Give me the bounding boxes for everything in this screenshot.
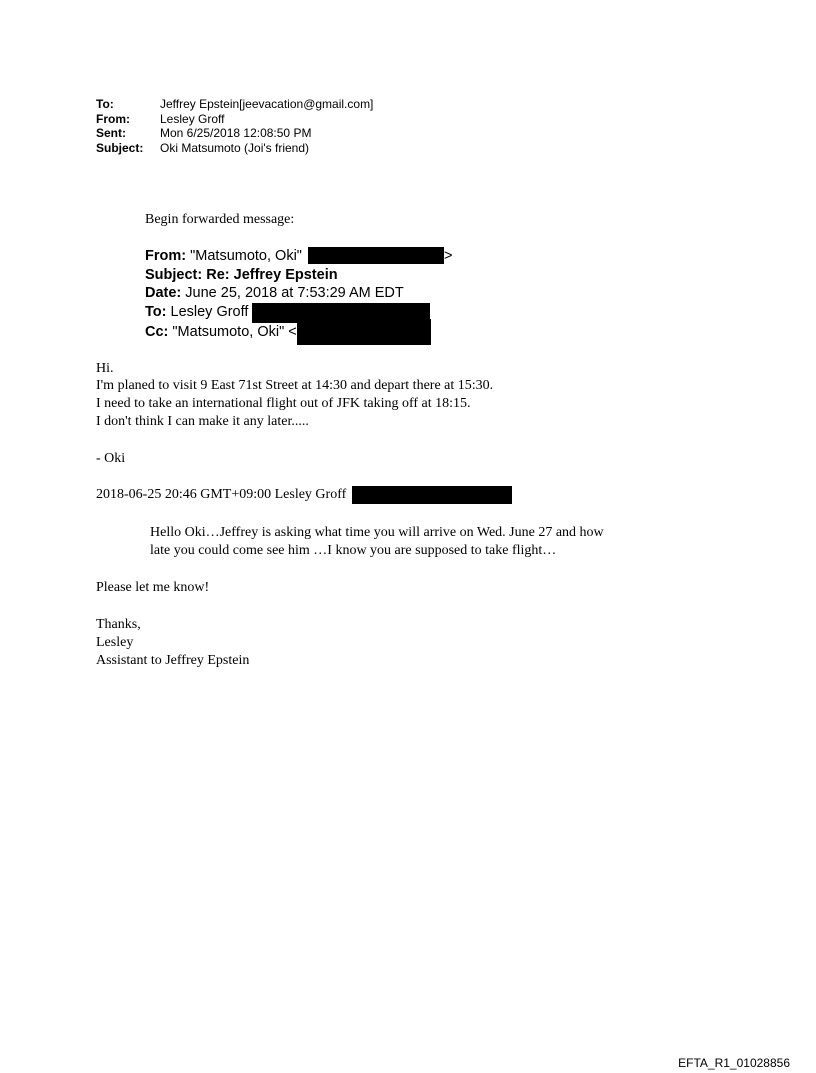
header-to-row (96, 97, 373, 112)
fwd-cc-value: "Matsumoto, Oki" < (172, 323, 297, 340)
fwd-subject-row (145, 266, 452, 285)
fwd-cc-label: Cc: (145, 323, 169, 340)
fwd-to-label: To: (145, 303, 167, 320)
redaction-bar (352, 486, 512, 504)
reply-greeting: Hi. (96, 361, 114, 376)
header-sent-label: Sent: (96, 126, 126, 140)
header-from-label: From: (96, 111, 130, 126)
redaction-bar (308, 247, 444, 264)
header-subject-row (96, 141, 373, 156)
header-from-row (96, 112, 373, 127)
forwarded-intro: Begin forwarded message: (145, 212, 295, 227)
header-to-label: To: (96, 97, 114, 111)
reply-line-3: I don't think I can make it any later..... (96, 414, 309, 429)
fwd-date-row (145, 284, 452, 303)
fwd-subject-value: Re: Jeffrey Epstein (206, 266, 338, 283)
header-to-value: Jeffrey Epstein[jeevacation@gmail.com] (160, 97, 374, 111)
closing-title: Assistant to Jeffrey Epstein (96, 653, 250, 668)
document-id: EFTA_R1_01028856 (678, 1056, 790, 1070)
closing-thanks: Thanks, (96, 617, 141, 632)
quoted-line-2: late you could come see him …I know you are supposed to take flight… (150, 543, 557, 558)
redaction-bar (297, 319, 431, 345)
closing-request: Please let me know! (96, 580, 210, 595)
header-sent-value: Mon 6/25/2018 12:08:50 PM (160, 126, 312, 140)
fwd-from-value: "Matsumoto, Oki" (190, 248, 302, 264)
header-subject-label: Subject: (96, 140, 144, 155)
fwd-from-tail: > (443, 248, 453, 264)
quoted-attribution (96, 486, 512, 505)
email-header (96, 97, 373, 155)
reply-line-1: I'm planed to visit 9 East 71st Street at 14:30 and depart there at 15:30. (96, 378, 494, 393)
reply-signoff: - Oki (96, 451, 126, 466)
quoted-attribution-text: 2018-06-25 20:46 GMT+09:00 Lesley Groff (96, 487, 347, 502)
quoted-line-1: Hello Oki…Jeffrey is asking what time you will arrive on Wed. June 27 and how (150, 525, 604, 540)
fwd-from-label: From: (145, 248, 187, 264)
fwd-to-value: Lesley Groff (170, 303, 249, 320)
header-sent-row (96, 126, 373, 141)
fwd-subject-label: Subject: (145, 266, 203, 283)
fwd-cc-row (145, 323, 452, 345)
fwd-date-value: June 25, 2018 at 7:53:29 AM EDT (185, 285, 404, 301)
header-subject-value: Oki Matsumoto (Joi's friend) (160, 140, 309, 155)
fwd-from-row (145, 247, 452, 266)
reply-line-2: I need to take an international flight out of JFK taking off at 18:15. (96, 396, 471, 411)
header-from-value: Lesley Groff (160, 111, 225, 126)
forwarded-header (145, 247, 452, 345)
fwd-date-label: Date: (145, 285, 182, 301)
closing-name: Lesley (96, 635, 134, 650)
